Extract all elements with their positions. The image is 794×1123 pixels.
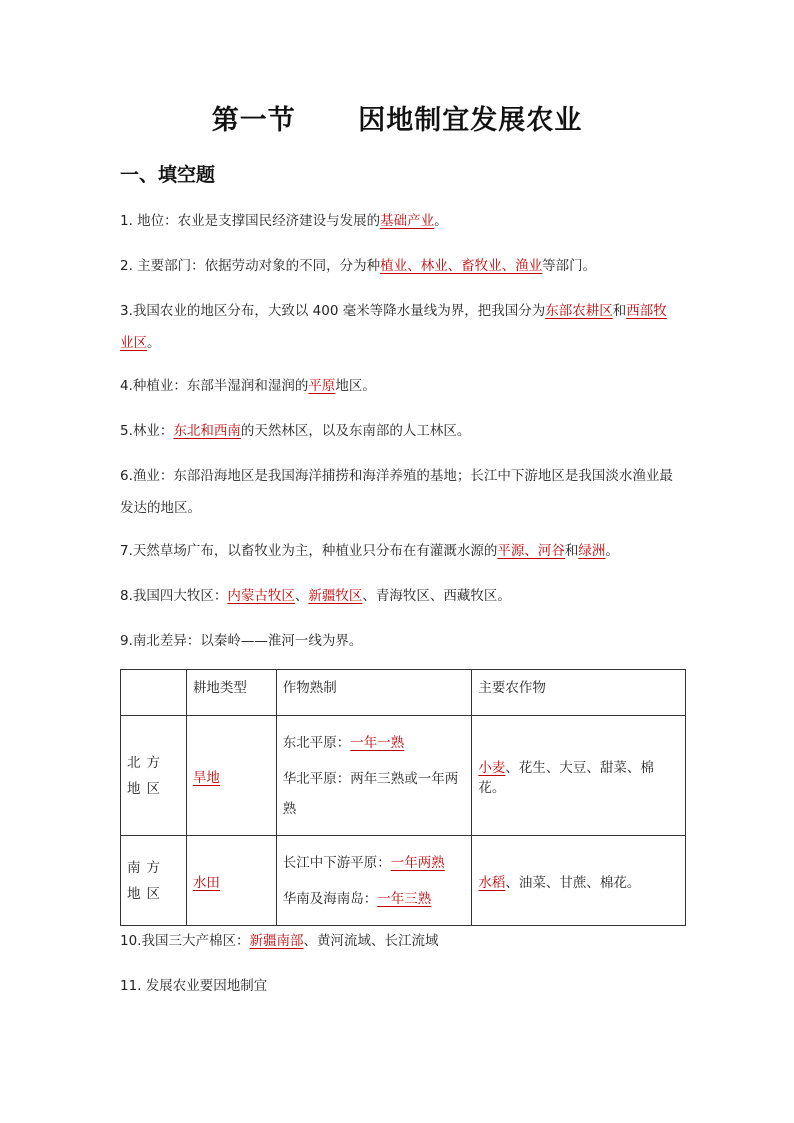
item-9: 9.南北差异：以秦岭——淮河一线为界。 <box>120 633 363 649</box>
region-label: 北方地区 <box>127 754 166 797</box>
item-text: 长江中下游平原： <box>282 854 391 871</box>
answer-text: 旱地 <box>192 769 220 786</box>
crop-cell <box>472 836 686 926</box>
answer-text: 水稻 <box>478 874 506 891</box>
answer-text: 一年一熟 <box>350 734 405 751</box>
item-text: 华南及海南岛： <box>282 890 378 907</box>
comparison-table <box>120 669 686 926</box>
table-header-row <box>121 670 686 716</box>
item-text: 地区。 <box>335 378 376 394</box>
item-text: 1. 地位：农业是支撑国民经济建设与发展的 <box>120 213 381 229</box>
section-heading: 一、填空题 <box>120 164 216 186</box>
region-cell <box>121 836 187 926</box>
item-text: 3.我国农业的地区分布，大致以 400 毫米等降水量线为界，把我国分为 <box>120 303 546 319</box>
item-text: 东北平原： <box>282 734 351 751</box>
page-title: 第一节 因地制宜发展农业 <box>211 105 583 136</box>
land-cell <box>186 836 276 926</box>
land-cell <box>186 716 276 836</box>
answer-text: 东部农耕区 <box>545 303 613 319</box>
answer-text: 小麦 <box>478 759 506 776</box>
answer-text: 平原 <box>308 378 336 394</box>
item-text: 、花生、大豆、甜菜、棉花。 <box>478 759 654 796</box>
item-11: 11. 发展农业要因地制宜 <box>120 978 268 994</box>
item-text: 4.种植业：东部半湿润和湿润的 <box>120 378 309 394</box>
region-label: 南方地区 <box>127 859 166 902</box>
item-7 <box>120 535 680 567</box>
item-1 <box>120 205 680 237</box>
answer-text: 一年三熟 <box>377 890 432 907</box>
table-header-cell: 主要农作物 <box>472 670 686 716</box>
answer-text: 新疆南部 <box>249 933 304 949</box>
answer-text: 绿洲 <box>578 543 606 559</box>
table-row-north <box>121 716 686 836</box>
answer-text: 东北和西南 <box>173 423 241 439</box>
region-cell <box>121 716 187 836</box>
item-text: 10.我国三大产棉区： <box>120 933 250 949</box>
item-3 <box>120 295 680 359</box>
system-cell <box>276 716 472 836</box>
item-text: 、油菜、甘蔗、棉花。 <box>505 874 641 891</box>
table-header-cell: 耕地类型 <box>186 670 276 716</box>
item-text: 、 <box>294 588 309 604</box>
system-cell <box>276 836 472 926</box>
answer-text: 基础产业 <box>380 213 435 229</box>
item-6: 6.渔业：东部沿海地区是我国海洋捕捞和海洋养殖的基地；长江中下游地区是我国淡水渔业最发达的地区。 <box>120 468 673 516</box>
answer-text: 西部牧业区 <box>120 303 667 351</box>
item-4 <box>120 370 680 402</box>
table-row-south <box>121 836 686 926</box>
item-text: 。 <box>147 335 161 351</box>
system-line <box>283 848 466 878</box>
answer-text: 水田 <box>192 874 220 891</box>
item-text: 的天然林区，以及东南部的人工林区。 <box>240 423 471 439</box>
system-line <box>283 884 466 914</box>
item-text: 、黄河流域、长江流域 <box>303 933 439 949</box>
answer-text: 一年两熟 <box>390 854 445 871</box>
item-text: 。 <box>434 213 448 229</box>
item-text: 8.我国四大牧区： <box>120 588 228 604</box>
item-text: 等部门。 <box>542 258 597 274</box>
item-8 <box>120 580 680 612</box>
table-header-cell <box>121 670 187 716</box>
table-header-cell: 作物熟制 <box>276 670 472 716</box>
crop-cell <box>472 716 686 836</box>
answer-text: 内蒙古牧区 <box>227 588 295 604</box>
item-2 <box>120 250 680 282</box>
system-line: 华北平原：两年三熟或一年两熟 <box>282 770 459 817</box>
item-10 <box>120 925 680 957</box>
answer-text: 平源、河谷 <box>497 543 565 559</box>
system-line <box>283 728 466 758</box>
item-text: 和 <box>612 303 627 319</box>
item-text: 7.天然草场广布，以畜牧业为主，种植业只分布在有灌溉水源的 <box>120 543 498 559</box>
item-text: 、青海牧区、西藏牧区。 <box>362 588 511 604</box>
item-text: 2. 主要部门：依据劳动对象的不同，分为种 <box>120 258 381 274</box>
item-text: 和 <box>564 543 579 559</box>
answer-text: 新疆牧区 <box>308 588 363 604</box>
item-text: 。 <box>605 543 619 559</box>
item-text: 5.林业： <box>120 423 174 439</box>
answer-text: 植业、林业、畜牧业、渔业 <box>380 258 543 274</box>
item-5 <box>120 415 680 447</box>
